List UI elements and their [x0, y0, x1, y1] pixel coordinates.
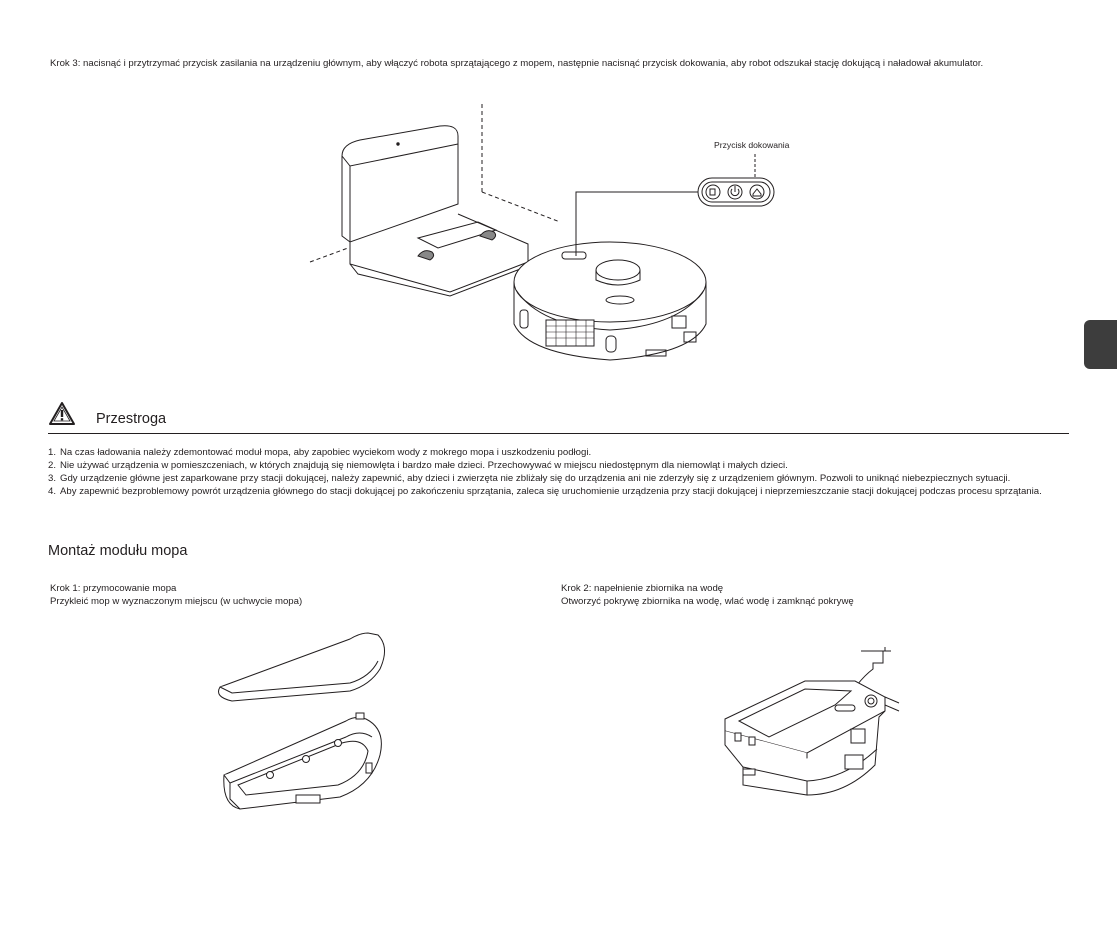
warning-item: 2. Nie używać urządzenia w pomieszczeniach, w których znajdują się niemowlęta i bardzo małe dzieci. Przechowywać w miejscu niedostępnym dla niemowląt i małych dzieci.: [48, 460, 788, 471]
section-tab: [1084, 320, 1117, 369]
step1-text: Przykleić mop w wyznaczonym miejscu (w uchwycie mopa): [50, 596, 303, 607]
warning-divider: [48, 433, 1069, 434]
step1-title: Krok 1: przymocowanie mopa: [50, 583, 177, 594]
section-title: Montaż modułu mopa: [48, 543, 188, 559]
step2-title: Krok 2: napełnienie zbiornika na wodę: [561, 583, 724, 594]
warning-list: [48, 446, 1069, 498]
mop-pad-illustration: [210, 625, 400, 820]
step2-block: [561, 582, 854, 608]
warning-item: 4. Aby zapewnić bezproblemowy powrót urządzenia głównego do stacji dokującej po zakończeniu sprzątania, zaleca się uruchomienie urządzenia przy stacji dokującej i nieprzemieszczanie stacji dokującej podczas procesu sprzątania.: [48, 486, 1042, 497]
step2-text: Otworzyć pokrywę zbiornika na wodę, wlać wodę i zamknąć pokrywę: [561, 596, 854, 607]
warning-icon: [48, 401, 76, 426]
step1-block: [50, 582, 302, 608]
warning-title: Przestroga: [96, 411, 167, 427]
step3-text: Krok 3: nacisnąć i przytrzymać przycisk zasilania na urządzeniu głównym, aby włączyć robota sprzątającego z mopem, następnie nacisnąć przycisk dokowania, aby robot odszukał stację dokującą i naładował akumulator.: [50, 58, 984, 69]
water-tank-illustration: [715, 645, 915, 820]
warning-item: 3. Gdy urządzenie główne jest zaparkowane przy stacji dokującej, należy zapewnić, aby dzieci i zwierzęta nie zbliżały się do urządzenia ani nie zderzyły się z urządzeniem głównym. Pozwoli to uniknąć niebezpiecznych sytuacji.: [48, 473, 1011, 484]
dock-button-label: Przycisk dokowania: [714, 140, 790, 150]
warning-item: 1. Na czas ładowania należy zdemontować moduł mopa, aby zapobiec wyciekom wody z mokrego mopa i uszkodzeniu podłogi.: [48, 447, 592, 458]
